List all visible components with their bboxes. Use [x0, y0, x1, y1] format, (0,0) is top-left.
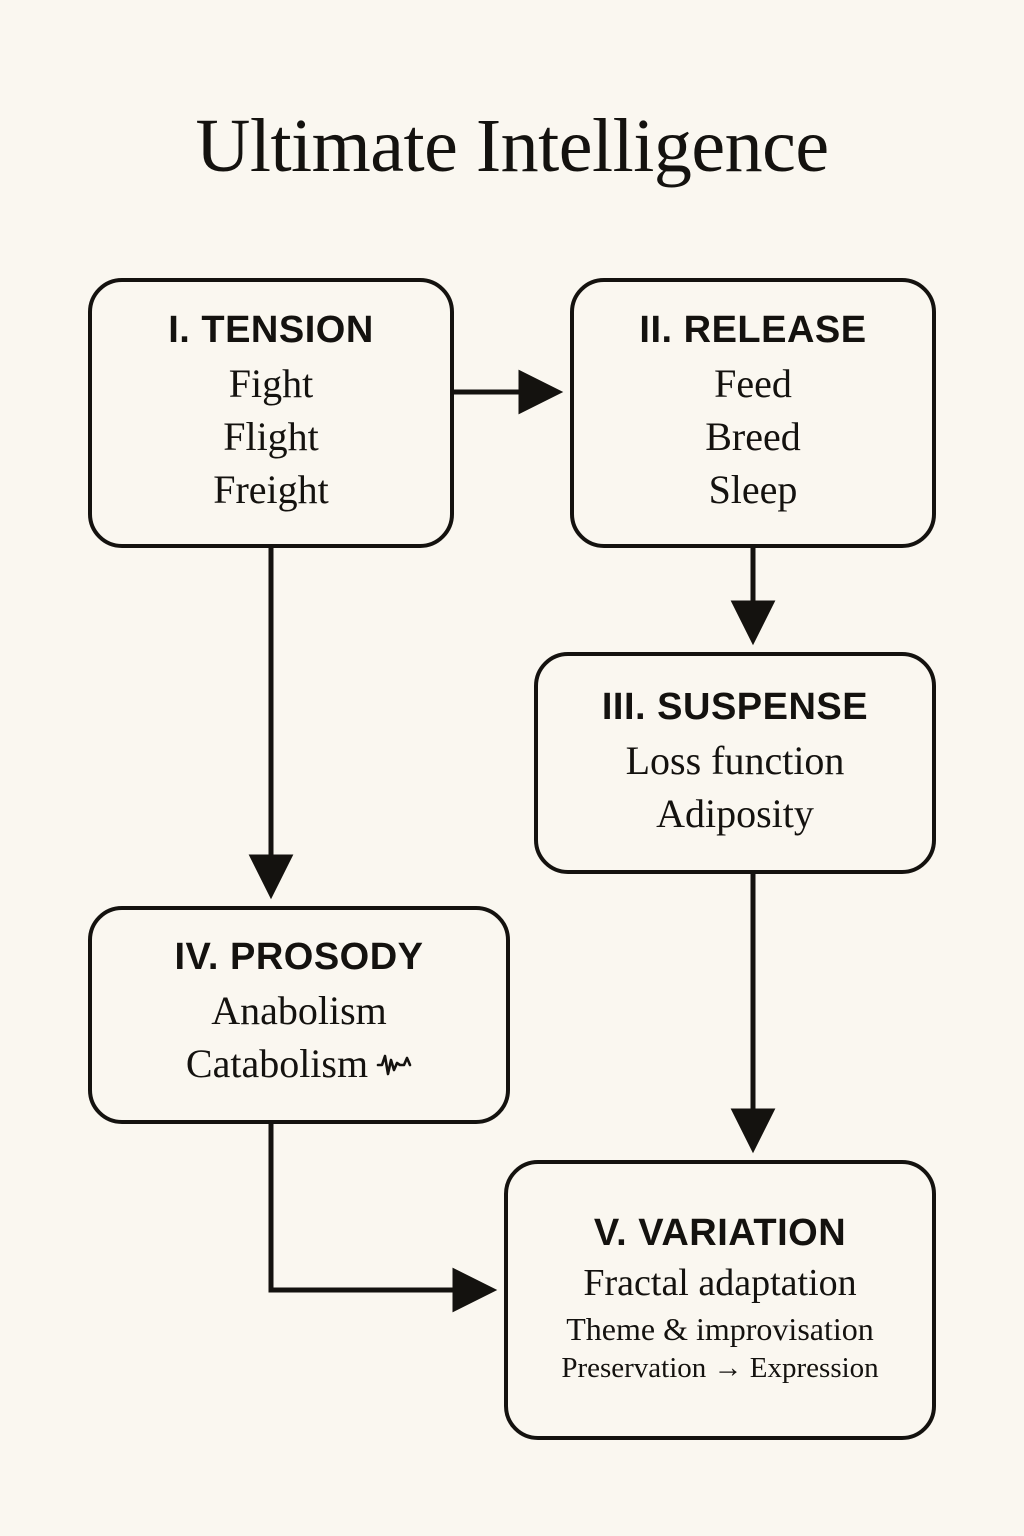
node-prosody[interactable]: [88, 906, 510, 1124]
node-tension[interactable]: [88, 278, 454, 548]
node-tension-heading: I. TENSION: [168, 309, 374, 352]
node-tension-line-2: Flight: [223, 414, 319, 460]
node-suspense-heading: III. SUSPENSE: [601, 685, 869, 728]
node-tension-line-3: Freight: [213, 466, 329, 512]
node-suspense-line-2: Adiposity: [656, 790, 814, 836]
node-prosody-line-2: [186, 1038, 412, 1094]
node-release-line-3: Sleep: [708, 466, 798, 512]
node-suspense[interactable]: [534, 652, 936, 874]
page-title: Ultimate Intelligence: [195, 104, 829, 188]
node-prosody-heading: IV. PROSODY: [174, 936, 424, 978]
node-release-heading: II. RELEASE: [639, 309, 867, 352]
node-variation-heading: V. VARIATION: [593, 1212, 847, 1255]
node-prosody-line-2-text: Catabolism: [185, 1040, 369, 1086]
node-variation-line-1: Fractal adaptation: [583, 1262, 857, 1305]
node-variation[interactable]: [504, 1160, 936, 1440]
node-release-line-1: Feed: [714, 361, 792, 407]
node-release-line-2: Breed: [705, 414, 801, 460]
node-tension-line-1: Fight: [228, 361, 314, 407]
node-variation-line-3: Preservation → Expression: [561, 1352, 879, 1385]
connector-prosody-to-variation: [271, 1124, 486, 1290]
node-release[interactable]: [570, 278, 936, 548]
node-suspense-line-1: Loss function: [625, 737, 845, 783]
waveform-icon: [376, 1041, 412, 1094]
node-variation-line-2: Theme & improvisation: [566, 1310, 874, 1347]
node-prosody-line-1: Anabolism: [211, 988, 387, 1033]
